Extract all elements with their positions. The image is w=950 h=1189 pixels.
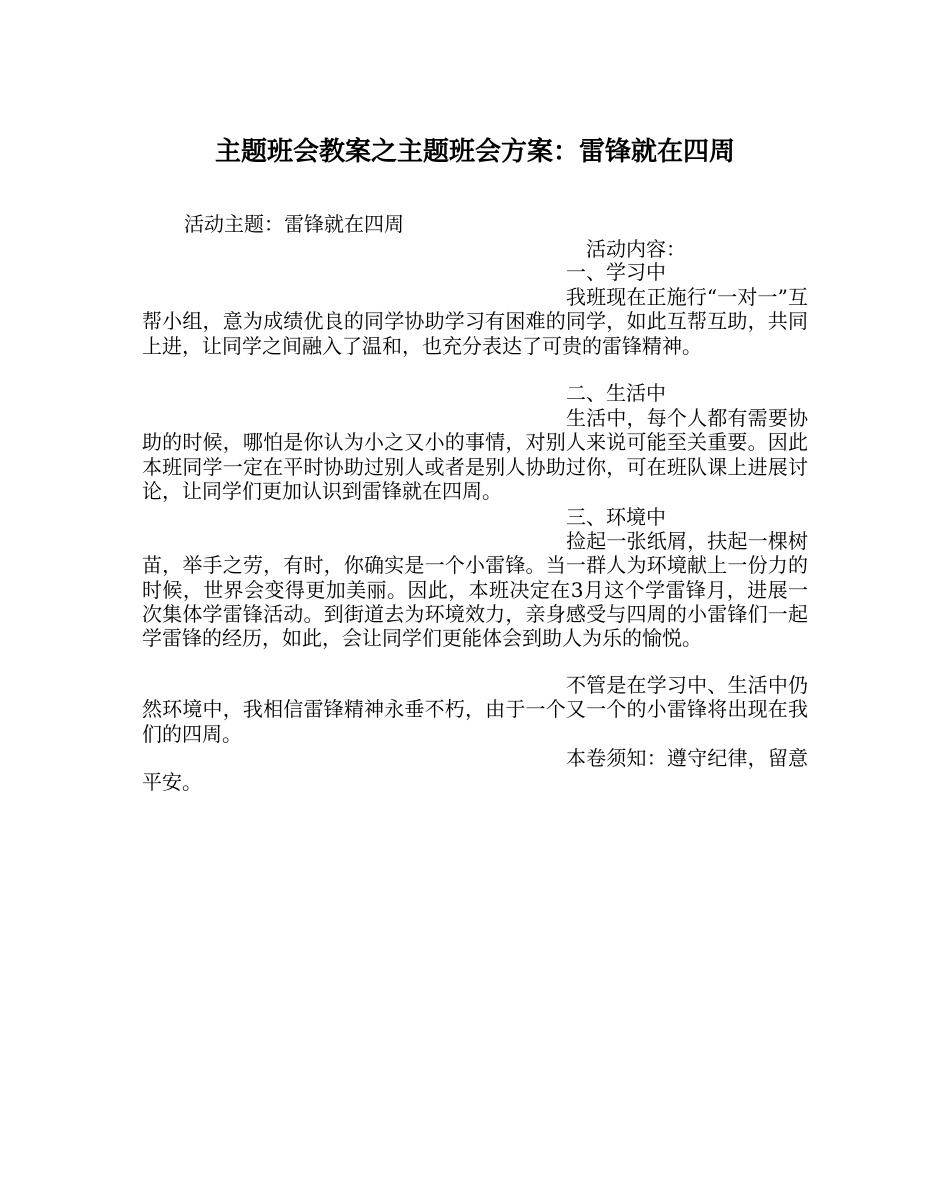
document-title: 主题班会教案之主题班会方案：雷锋就在四周 — [214, 137, 735, 167]
section-heading-environment: 三、环境中 — [566, 505, 666, 529]
section-text-environment: 捡起一张纸屑，扶起一棵树苗，举手之劳，有时，你确实是一个小雷锋。当一群人为环境献上一份力的时候，世界会变得更加美丽。因此，本班决定在3月这个学雷锋月，进展一次集体学雷锋活动。到街道去为环境效力，亲身感受与四周的小雷锋们一起学雷锋的经历，如此，会让同学们更能体会到助人为乐的愉悦。 — [142, 529, 808, 651]
activity-theme: 活动主题：雷锋就在四周 — [184, 212, 404, 236]
section-text-life: 生活中，每个人都有需要协助的时候，哪怕是你认为小之又小的事情，对别人来说可能至关重要。因此本班同学一定在平时协助过别人或者是别人协助过你，可在班队课上进展讨论，让同学们更加认识到雷锋就在四周。 — [142, 406, 808, 503]
section-heading-life: 二、生活中 — [566, 381, 666, 405]
conclusion-paragraph: 不管是在学习中、生活中仍然环境中，我相信雷锋精神永垂不朽，由于一个又一个的小雷锋将出现在我们的四周。 — [142, 673, 808, 746]
section-text-study: 我班现在正施行“一对一”互帮小组，意为成绩优良的同学协助学习有困难的同学，如此互帮互助，共同上进，让同学之间融入了温和，也充分表达了可贵的雷锋精神。 — [142, 285, 808, 358]
notice-paragraph: 本卷须知：遵守纪律，留意平安。 — [142, 746, 808, 795]
section-heading-study: 一、学习中 — [566, 260, 666, 284]
activity-content-label: 活动内容： — [586, 237, 686, 261]
